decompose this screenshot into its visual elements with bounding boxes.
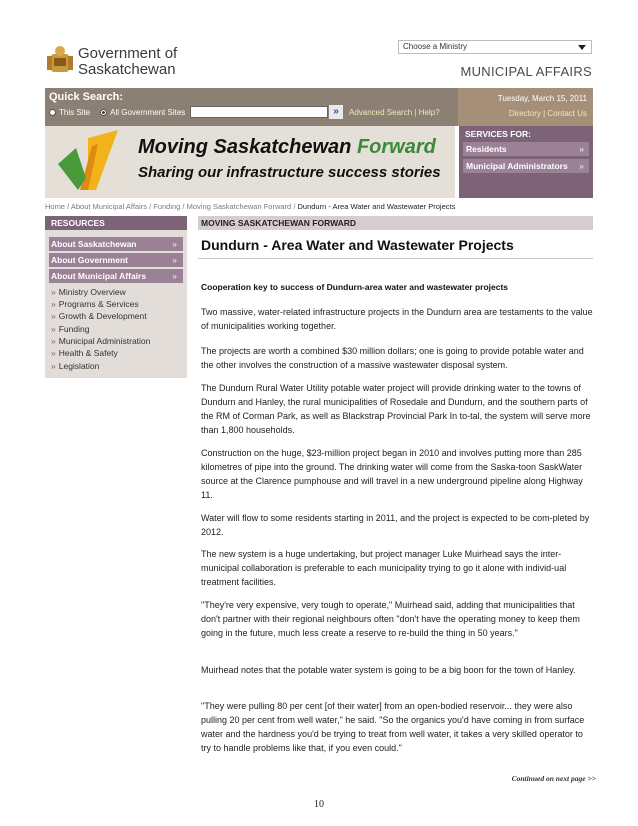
quick-search-label: Quick Search: xyxy=(49,91,123,103)
services-for-panel xyxy=(459,126,593,198)
header-links xyxy=(509,109,587,118)
services-header: SERVICES FOR: xyxy=(465,129,531,139)
sidebar-subitem-funding[interactable] xyxy=(51,324,89,334)
sidebar-subitem-health-safety[interactable] xyxy=(51,348,118,358)
sidebar-subitem-label: Health & Safety xyxy=(58,348,118,358)
sidebar-subitem-label: Municipal Administration xyxy=(58,336,151,346)
search-scope-radios xyxy=(49,108,185,117)
search-links xyxy=(349,108,440,117)
saskatchewan-crest-logo[interactable] xyxy=(45,44,75,76)
title-divider xyxy=(198,258,593,259)
link-separator: | xyxy=(414,108,417,117)
ministry-select-value: Choose a Ministry xyxy=(403,42,468,51)
sidebar-subitem-label: Funding xyxy=(58,324,90,334)
chevron-down-icon xyxy=(578,45,586,50)
article-paragraph: Water will flow to some residents starting in 2011, and the project is expected to be com-pleted by 2012. xyxy=(201,513,590,537)
sidebar-item-about-saskatchewan[interactable] xyxy=(49,237,183,251)
search-go-button[interactable]: » xyxy=(329,105,343,119)
section-header: MOVING SASKATCHEWAN FORWARD xyxy=(198,216,593,230)
quick-search-bar xyxy=(45,88,593,126)
banner-headline xyxy=(138,136,436,159)
bullet-arrow-icon: » xyxy=(51,299,56,309)
sidebar-item-label: About Saskatchewan xyxy=(51,239,137,249)
article-paragraph: The Dundurn Rural Water Utility potable water project will provide drinking water to the towns of Dundurn and Hanley, the rural municipalities of Rosedale and Dundurn, and the southern parts of the RM of Corman Park, as well as Blackstrap Provincial Park In to-tal, the system will serve more than 1,800 households. xyxy=(201,383,591,435)
sidebar-subitem-municipal-administration[interactable] xyxy=(51,336,150,346)
chevron-right-icon: » xyxy=(172,255,177,265)
banner-subline: Sharing our infrastructure success stories xyxy=(138,164,441,181)
sidebar-subitem-label: Growth & Development xyxy=(58,311,147,321)
sidebar-subitem-label: Programs & Services xyxy=(58,299,139,309)
chevron-right-icon: » xyxy=(579,144,584,154)
resources-header: RESOURCES xyxy=(45,216,187,230)
article-paragraph: The projects are worth a combined $30 million dollars; one is going to provide potable water and the other involves the construction of a massive wastewater disposal system. xyxy=(201,346,584,370)
chevron-right-icon: » xyxy=(579,161,584,171)
breadcrumb-path[interactable]: Home / About Municipal Affairs / Funding / Moving Saskatchewan Forward / xyxy=(45,202,296,211)
article-paragraph: Two massive, water-related infrastructure projects in the Dundurn area are testaments to the value of municipalities working together. xyxy=(201,307,593,331)
bullet-arrow-icon: » xyxy=(51,361,56,371)
radio-this-site[interactable] xyxy=(49,109,56,116)
gov-line1: Government of xyxy=(78,45,178,62)
page-title: Dundurn - Area Water and Wastewater Projects xyxy=(201,237,514,253)
sidebar-subitem-label: Ministry Overview xyxy=(58,287,126,297)
services-item-label: Residents xyxy=(466,144,507,154)
advanced-search-link[interactable]: Advanced Search xyxy=(349,108,413,117)
arrow-graphic-icon xyxy=(58,130,124,194)
hero-banner xyxy=(45,126,455,198)
help-link[interactable]: Help? xyxy=(418,108,440,117)
sidebar-item-label: About Municipal Affairs xyxy=(51,271,147,281)
article-paragraph: The new system is a huge undertaking, but project manager Luke Muirhead says the inter-municipal collaboration is preferable to each municipality trying to go it alone with individ-ual treatment facilities. xyxy=(201,549,567,587)
sidebar-subitem-label: Legislation xyxy=(58,361,100,371)
services-item-label: Municipal Administrators xyxy=(466,161,568,171)
date-panel xyxy=(458,88,593,126)
link-separator: | xyxy=(543,109,546,118)
breadcrumb xyxy=(45,202,455,211)
bullet-arrow-icon: » xyxy=(51,336,56,346)
sidebar-subitem-ministry-overview[interactable] xyxy=(51,287,126,297)
government-wordmark[interactable] xyxy=(78,46,177,78)
gov-line2: Saskatchewan xyxy=(78,61,176,78)
search-input[interactable] xyxy=(190,106,328,118)
directory-link[interactable]: Directory xyxy=(508,109,541,118)
sidebar-item-about-municipal-affairs[interactable] xyxy=(49,269,183,283)
contact-us-link[interactable]: Contact Us xyxy=(547,109,587,118)
radio-this-site-label: This Site xyxy=(59,108,91,117)
ministry-select[interactable] xyxy=(398,40,592,54)
sidebar-subitem-programs-services[interactable] xyxy=(51,299,139,309)
article-paragraph: "They were pulling 80 per cent [of their water] from an open-bodied reservoir... they were also pulling 20 per cent from well water," he said. "So the organics you'd have coming in from surface water and the hardness you'd be trying to treat from well water, it takes a very skilled operator to try to handle problems like that, if you even could." xyxy=(201,701,585,753)
article-paragraph: "They're very expensive, very tough to operate," Muirhead said, adding that municipalities that don't partner with their regional neighbours often "don't have the operating money to keep them going in the future, much less create a reserve to re-build the thing in 50 years." xyxy=(201,600,580,638)
resources-sidebar xyxy=(45,216,187,378)
chevron-right-icon: » xyxy=(172,271,177,281)
bullet-arrow-icon: » xyxy=(51,348,56,358)
services-item-municipal-administrators[interactable] xyxy=(463,159,589,173)
sidebar-item-label: About Government xyxy=(51,255,128,265)
banner-headline-part2: Forward xyxy=(356,136,436,158)
breadcrumb-current: Dundurn - Area Water and Wastewater Projects xyxy=(297,202,456,211)
banner-headline-part1: Moving Saskatchewan xyxy=(138,136,357,158)
radio-all-sites-label: All Government Sites xyxy=(110,108,186,117)
sidebar-item-about-government[interactable] xyxy=(49,253,183,267)
article-subhead: Cooperation key to success of Dundurn-area water and wastewater projects xyxy=(201,282,509,292)
sidebar-subitem-legislation[interactable] xyxy=(51,361,99,371)
current-date: Tuesday, March 15, 2011 xyxy=(497,94,587,103)
radio-all-sites[interactable] xyxy=(100,109,107,116)
bullet-arrow-icon: » xyxy=(51,287,56,297)
article-paragraph: Muirhead notes that the potable water system is going to be a big boon for the town of Hanley. xyxy=(201,665,576,675)
continued-note: Continued on next page >> xyxy=(511,774,596,783)
services-item-residents[interactable] xyxy=(463,142,589,156)
page-number: 10 xyxy=(314,799,324,810)
bullet-arrow-icon: » xyxy=(51,311,56,321)
sidebar-subitem-growth-development[interactable] xyxy=(51,311,147,321)
bullet-arrow-icon: » xyxy=(51,324,56,334)
ministry-name: MUNICIPAL AFFAIRS xyxy=(460,64,592,79)
chevron-right-icon: » xyxy=(172,239,177,249)
article-paragraph: Construction on the huge, $23-million project began in 2010 and involves putting more than 285 kilometres of pipe into the ground. The drinking water will come from the Saska-toon SaskWater source at the Clarence pumphouse and will travel in a new underground pipeline along Highway 11. xyxy=(201,448,583,500)
